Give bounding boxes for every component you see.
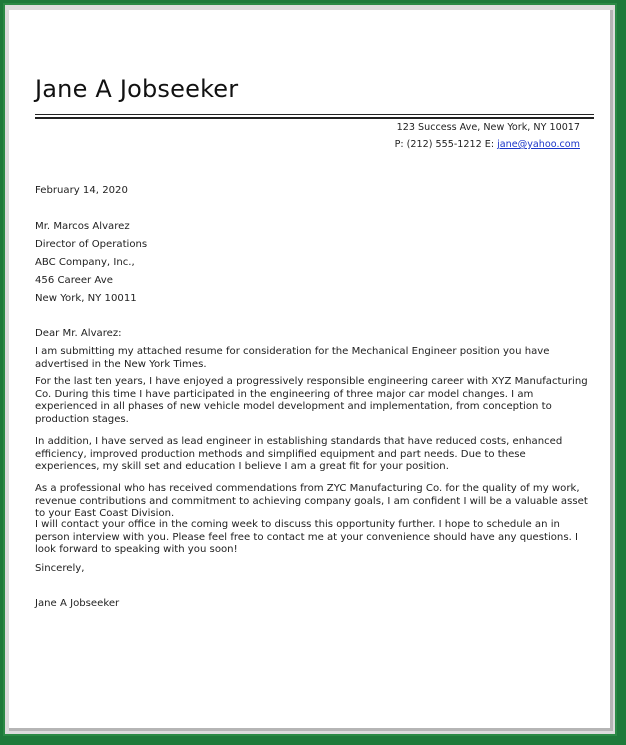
sender-email-link[interactable]: jane@yahoo.com [497,139,580,150]
sender-name: Jane A Jobseeker [35,75,239,103]
paragraph-4: As a professional who has received commendations from ZYC Manufacturing Co. for the quality of my work, revenue contributions and commitment to achieving company goals, I am confident I will be a valuable asset to your East Coast Division. [35,483,588,519]
document-frame [3,3,617,736]
recipient-company: ABC Company, Inc., [35,257,135,268]
recipient-title: Director of Operations [35,239,148,250]
sender-phone-line [395,136,580,153]
recipient-street: 456 Career Ave [35,275,113,286]
sender-contact [395,119,580,153]
signature-name: Jane A Jobseeker [35,598,120,609]
recipient-city: New York, NY 10011 [35,293,137,304]
paragraph-3: In addition, I have served as lead engineer in establishing standards that have reduced costs, enhanced efficiency, improved production methods and simplified equipment and part needs. Due to these experiences, my skill set and education I believe I am a great fit for your position. [35,436,563,472]
paragraph-5: I will contact your office in the coming week to discuss this opportunity further. I hope to schedule an in person interview with you. Please feel free to contact me at your convenience should have any questions. I look forward to speaking with you soon! [35,519,578,555]
header-rule-thin [35,114,594,115]
letter-page [9,10,613,731]
letter-date: February 14, 2020 [35,185,128,196]
sender-phone: P: (212) 555-1212 E: [394,139,495,150]
sender-address: 123 Success Ave, New York, NY 10017 [396,122,580,133]
recipient-name: Mr. Marcos Alvarez [35,221,130,232]
closing: Sincerely, [35,563,85,574]
salutation: Dear Mr. Alvarez: [35,328,122,339]
paragraph-1: I am submitting my attached resume for consideration for the Mechanical Engineer position you have advertised in the New York Times. [35,346,550,370]
paragraph-2: For the last ten years, I have enjoyed a progressively responsible engineering career with XYZ Manufacturing Co. During this time I have participated in the engineering of three major car model changes. I am experienced in all phases of new vehicle model development and implementation, from conception to production stages. [35,376,588,425]
